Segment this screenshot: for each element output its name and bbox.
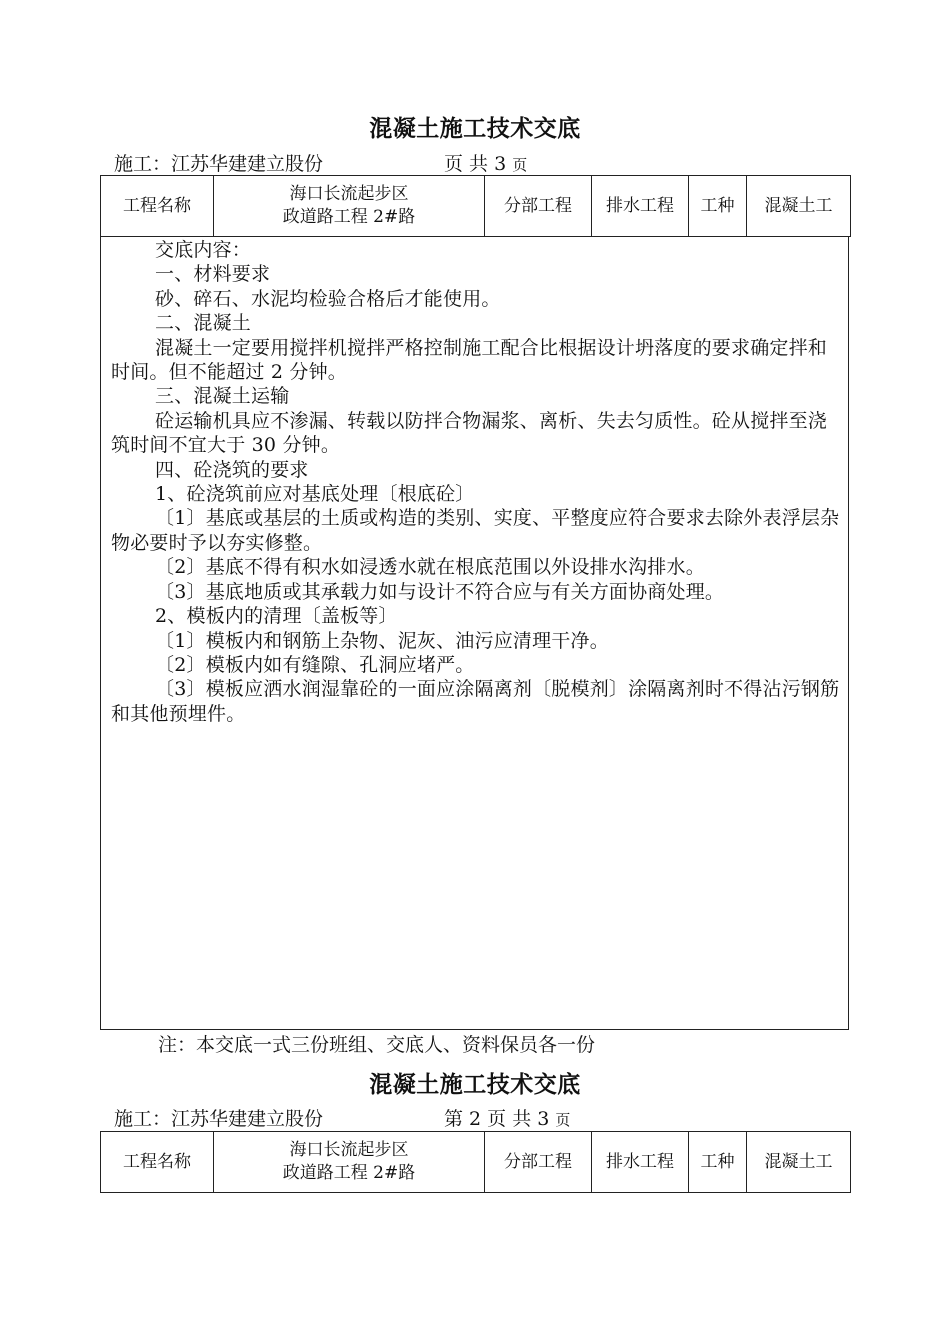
footnote: 注：本交底一式三份班组、交底人、资料保员各一份 [158,1034,596,1056]
page-number: 第 2 页 共 3 页 [444,1108,571,1130]
contractor-line [114,149,528,176]
paragraph: 〔3〕模板应洒水润湿靠砼的一面应涂隔离剂〔脱模剂〕涂隔离剂时不得沾污钢筋和其他预埋件。 [111,678,840,725]
contractor-name: 施工：江苏华建建立股份 [114,1108,324,1130]
paragraph: 二、混凝土 [155,312,252,335]
paragraph: 〔2〕模板内如有缝隙、孔洞应堵严。 [155,653,475,676]
paragraph: 砼运输机具应不渗漏、转载以防拌合物漏浆、离析、失去匀质性。砼从搅拌至浇筑时间不宜大于 30 分钟。 [111,409,828,457]
project-info-table [100,175,851,237]
paragraph: 2、模板内的清理〔盖板等〕 [155,605,398,628]
document-title: 混凝土施工技术交底 [369,115,581,142]
paragraph: 〔1〕基底或基层的土质或构造的类别、实度、平整度应符合要求去除外表浮层杂物必要时予以夯实修整。 [111,507,840,554]
trade-label: 工种 [689,1132,747,1193]
division-label: 分部工程 [485,1132,592,1193]
project-name-value: 海口长流起步区 政道路工程 2#路 [214,1132,485,1193]
division-value: 排水工程 [592,176,689,237]
paragraph: 砂、碎石、水泥均检验合格后才能使用。 [155,287,501,310]
paragraph: 〔3〕基底地质或其承载力如与设计不符合应与有关方面协商处理。 [155,580,725,603]
page-number: 页 共 3 页 [444,153,528,175]
project-name-label: 工程名称 [101,176,214,237]
project-info-table-page2 [100,1131,851,1193]
paragraph: 交底内容： [155,239,252,261]
trade-value: 混凝土工 [747,1132,851,1193]
trade-label: 工种 [689,176,747,237]
document-title-page2: 混凝土施工技术交底 [369,1071,581,1098]
paragraph: 四、砼浇筑的要求 [155,458,309,481]
contractor-name: 施工：江苏华建建立股份 [114,153,324,175]
paragraph: 混凝土一定要用搅拌机搅拌严格控制施工配合比根据设计坍落度的要求确定拌和时间。但不能超过 2 分钟。 [111,336,828,384]
paragraph: 三、混凝土运输 [155,385,290,408]
briefing-content [111,238,841,726]
project-name-label: 工程名称 [101,1132,214,1193]
paragraph: 〔1〕模板内和钢筋上杂物、泥灰、油污应清理干净。 [155,629,609,652]
division-label: 分部工程 [485,176,592,237]
contractor-line-page2 [114,1104,571,1131]
paragraph: 〔2〕基底不得有积水如浸透水就在根底范围以外设排水沟排水。 [155,556,705,579]
project-name-value: 海口长流起步区 政道路工程 2#路 [214,176,485,237]
trade-value: 混凝土工 [747,176,851,237]
division-value: 排水工程 [592,1132,689,1193]
paragraph: 一、材料要求 [155,263,271,286]
paragraph: 1、砼浇筑前应对基底处理〔根底砼〕 [155,483,475,506]
